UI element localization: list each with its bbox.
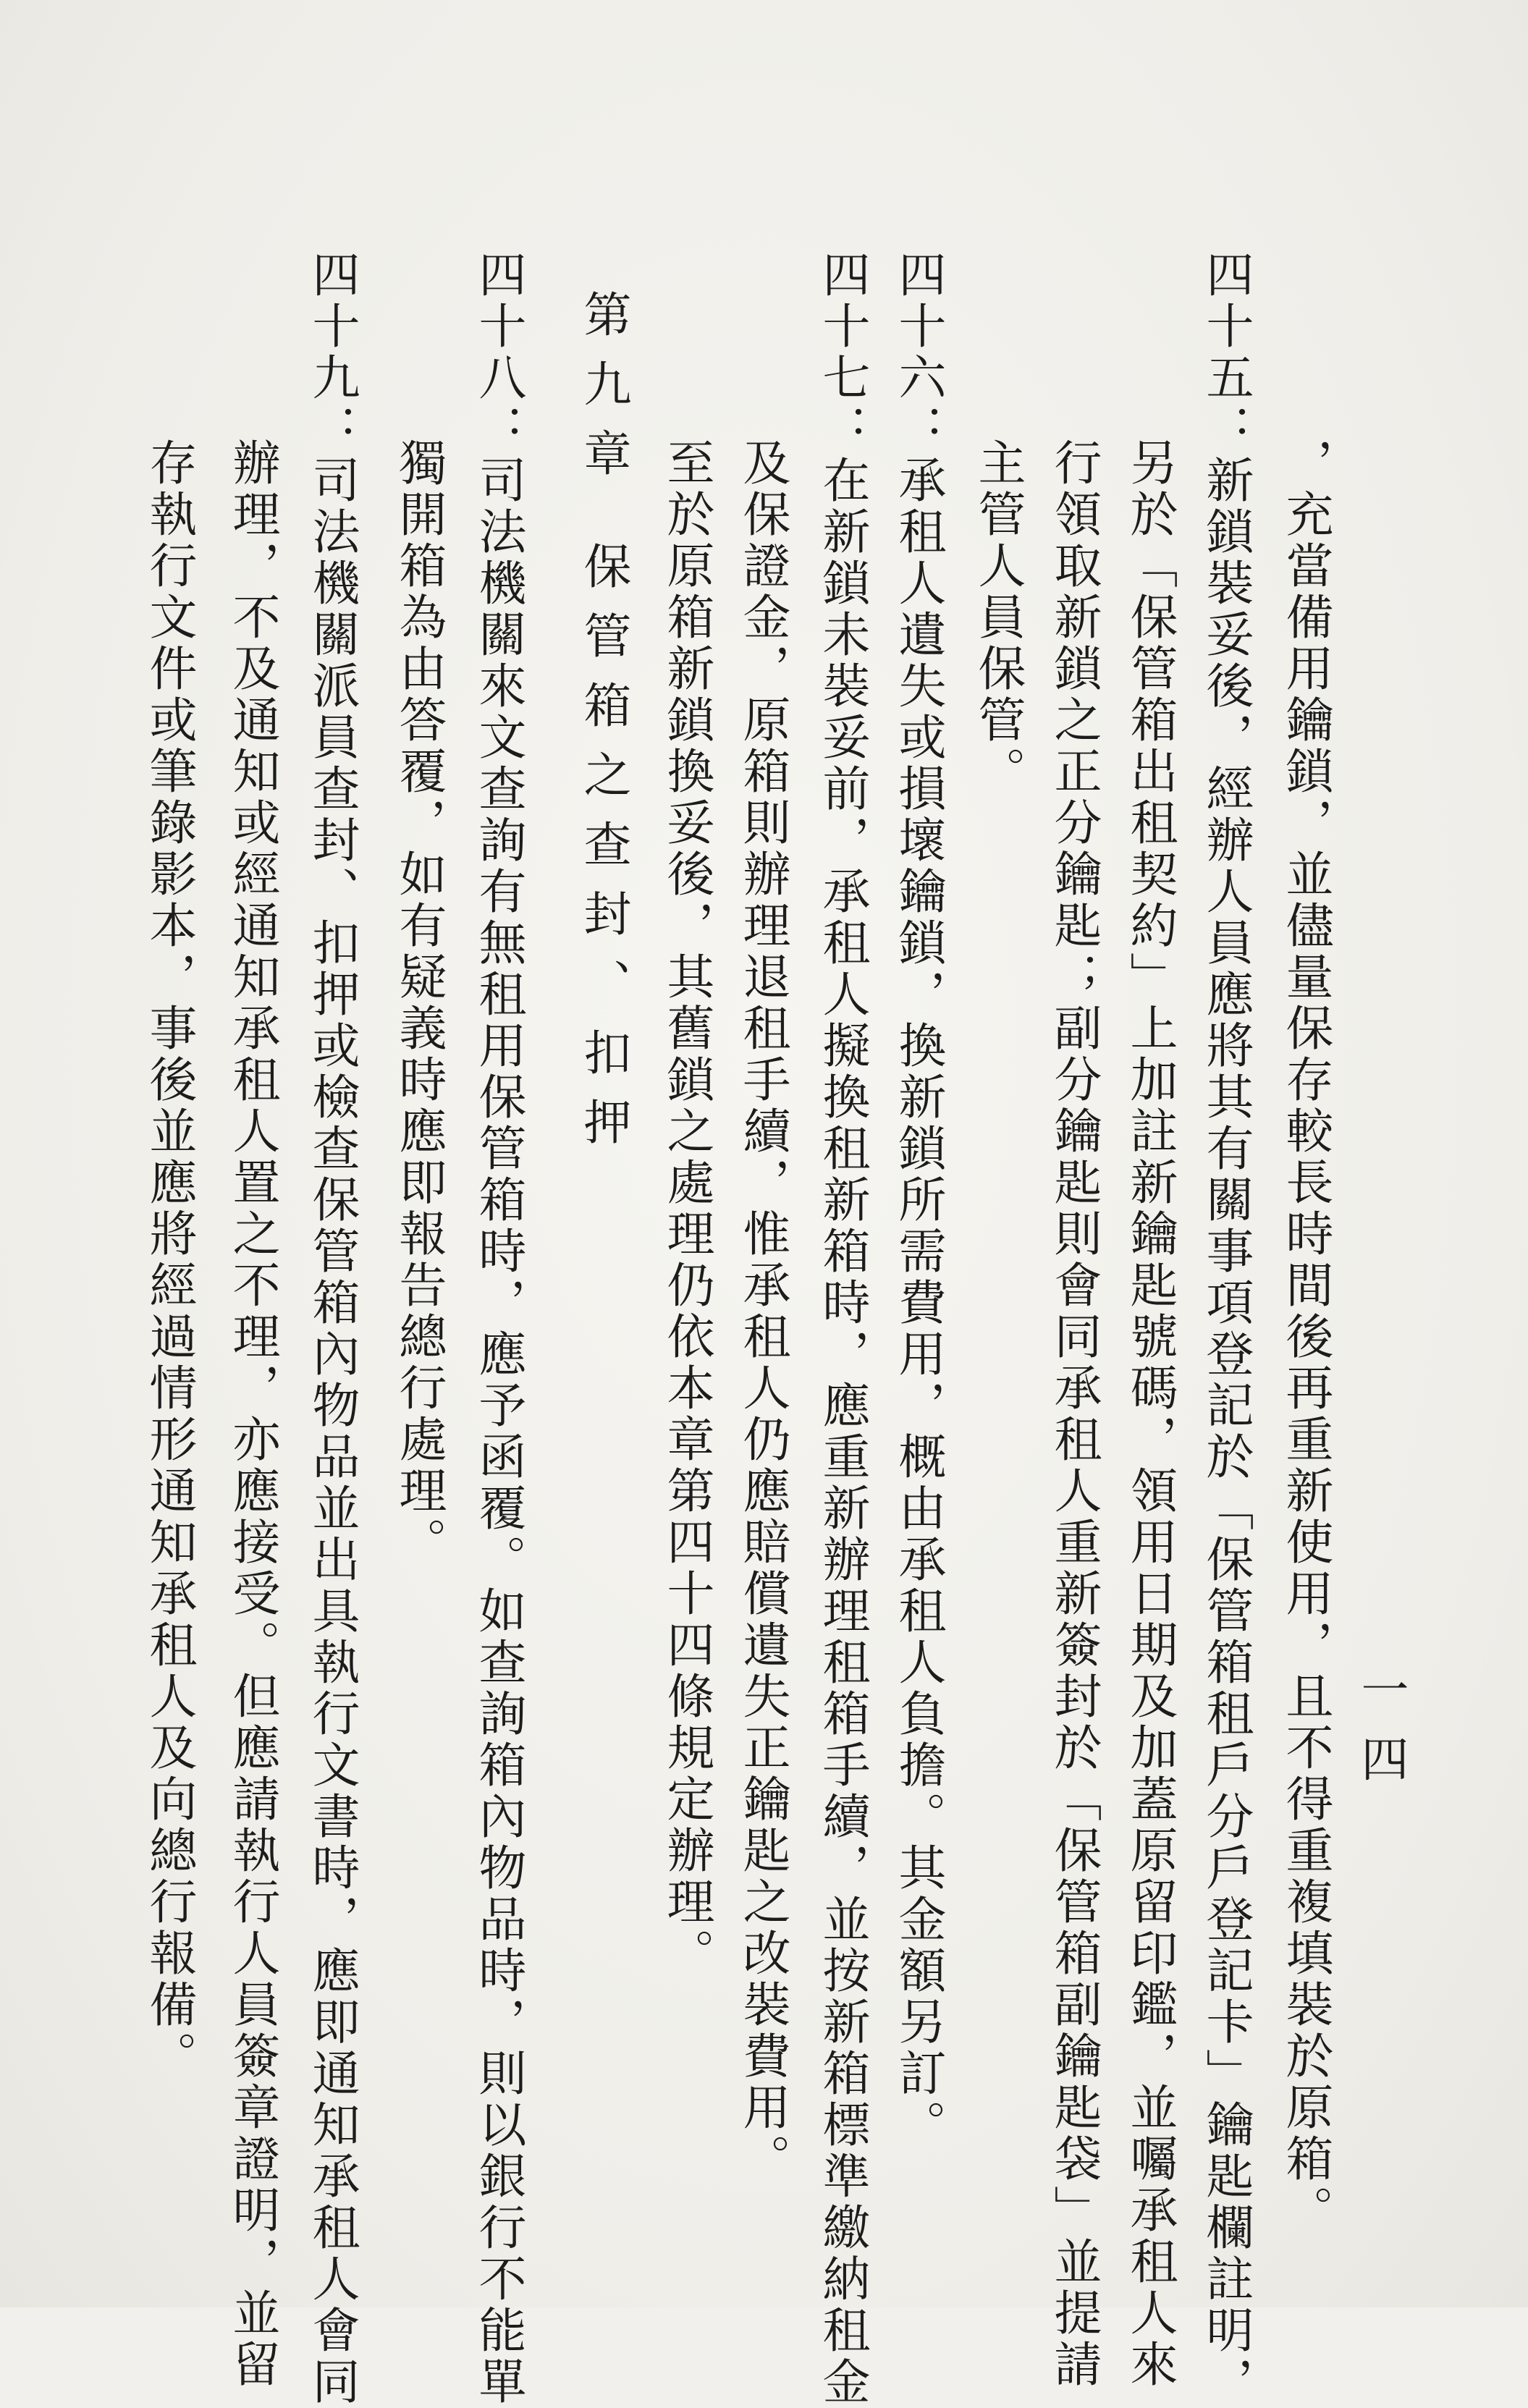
article-49-line-1: 四十九：司法機關派員查封、扣押或檢查保管箱內物品並出具執行文書時，應即通知承租人會同 [304, 250, 360, 2408]
article-45-line-1: 四十五：新鎖裝妥後，經辦人員應將其有關事項登記於「保管箱租戶分戶登記卡」鑰匙欄註明， [1198, 250, 1254, 2408]
article-45-line-3: 行領取新鎖之正分鑰匙；副分鑰匙則會同承租人重新簽封於「保管箱副鑰匙袋」並提請 [1046, 438, 1102, 2391]
article-48-line-2: 獨開箱為由答覆，如有疑義時應即報告總行處理。 [391, 438, 447, 1568]
article-47-line-3: 至於原箱新鎖換妥後，其舊鎖之處理仍依本章第四十四條規定辦理。 [659, 438, 714, 1980]
article-45-continuation-line-1: ，充當備用鑰鎖，並儘量保存較長時間後再重新使用，且不得重複填裝於原箱。 [1278, 438, 1333, 2236]
article-47-line-2: 及保證金，原箱則辦理退租手續，惟承租人仍應賠償遺失正鑰匙之改裝費用。 [735, 438, 790, 2185]
chapter-title: 保管箱之查封、扣押 [575, 541, 631, 1167]
article-49-line-3: 存執行文件或筆錄影本，事後並應將經過情形通知承租人及向總行報備。 [141, 438, 197, 2082]
article-49-line-2: 辦理，不及通知或經通知承租人置之不理，亦應接受。但應請執行人員簽章證明，並留 [224, 438, 280, 2391]
article-45-line-4: 主管人員保管。 [970, 438, 1026, 798]
article-47-line-1: 四十七：在新鎖未裝妥前，承租人擬換租新箱時，應重新辦理租箱手續，並按新箱標準繳納租金 [814, 250, 870, 2408]
chapter-heading [575, 0, 631, 1167]
chapter-number: 第九章 [575, 290, 631, 498]
article-45-line-2: 另於「保管箱出租契約」上加註新鑰匙號碼，領用日期及加蓋原留印鑑，並囑承租人來 [1122, 438, 1178, 2391]
article-48-line-1: 四十八：司法機關來文查詢有無租用保管箱時，應予函覆。如查詢箱內物品時，則以銀行不能單 [470, 250, 526, 2408]
article-46-line-1: 四十六：承租人遺失或損壞鑰鎖，換新鎖所需費用，概由承租人負擔。其金額另訂。 [890, 250, 946, 2151]
page-number: 一四 [1353, 1665, 1409, 1804]
